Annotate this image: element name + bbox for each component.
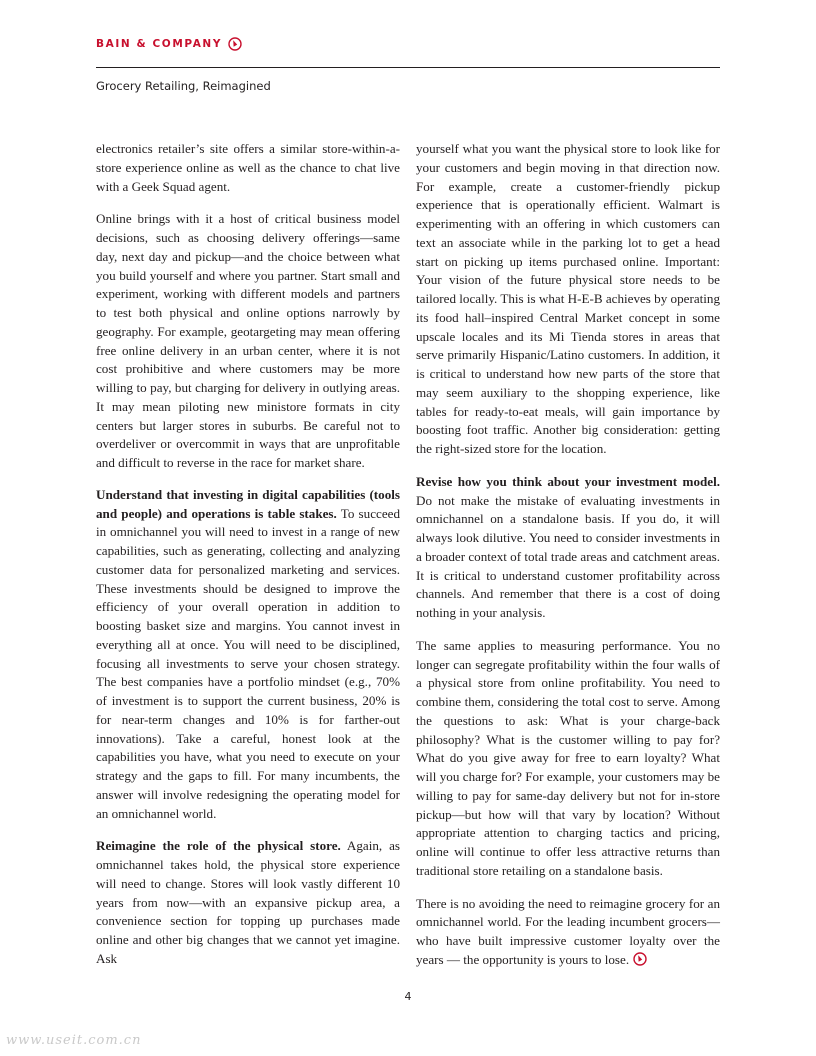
left-column xyxy=(96,140,400,983)
paragraph-lead: Reimagine the role of the physical store. xyxy=(96,838,341,854)
paragraph-lead: Understand that investing in digital capabilities (tools and people) and operations is table stakes. xyxy=(96,486,400,521)
brand-logo xyxy=(96,36,242,52)
document-title: Grocery Retailing, Reimagined xyxy=(96,79,271,93)
page-number: 4 xyxy=(404,990,412,1003)
paragraph-body: There is no avoiding the need to reimagine grocery for an omnichannel world. For the leading incumbent grocers—who have built impressive customer loyalty over the years — the opportunity is yours to lose. xyxy=(416,895,720,967)
paragraph-body: Do not make the mistake of evaluating investments in omnichannel on a standalone basis. If you do, it will always look dilutive. You need to consider investments in a broader context of total trade areas and catchment areas. It is critical to understand customer profitability across channels. And remember that there is a cost of doing nothing in your analysis. xyxy=(416,492,720,620)
paragraph-body: Again, as omnichannel takes hold, the physical store experience will need to change. Stores will look vastly different 10 years from now—with an expansive pickup area, a convenience section for topping up purchases made online and other big changes that we cannot yet imagine. Ask xyxy=(96,838,400,966)
paragraph xyxy=(96,486,400,824)
brand-name: BAIN & COMPANY xyxy=(96,38,223,50)
watermark: www.useit.com.cn xyxy=(6,1033,142,1048)
paragraph-body: To succeed in omnichannel you will need to invest in a range of new capabilities, such as generating, collecting and analyzing customer data for personalized marketing and services. These investments should be designed to improve the efficiency of your overall operation in addition to boosting basket size and margins. You cannot invest in everything all at once. You will need to be disciplined, focusing all investments to serve your chosen strategy. The best companies have a portfolio mindset (e.g., 70% of investment is to support the current business, 20% is for near-term changes and 10% is for farther-out innovations). Take a careful, honest look at the capabilities you have, what you need to execute on your strategy and the gaps to fill. For many incumbents, the answer will involve redesigning the operating model for an omnichannel world. xyxy=(96,505,400,821)
paragraph xyxy=(416,473,720,623)
paragraph: yourself what you want the physical store to look like for your customers and begin moving in that direction now. For example, create a customer-friendly pickup experience that is operationally efficient. Walmart is experimenting with an offering in which customers can text an associate while in the parking lot to get a head start on picking up items purchased online. Important: Your vision of the future physical store needs to be tailored locally. This is what H-E-B achieves by operating its food hall–inspired Central Market concept in some upscale locales and its Mi Tienda stores in areas that serve primarily Hispanic/Latino customers. In addition, it is critical to understand how new parts of the store that may seem auxiliary to the shopping experience, like tables for ready-to-eat meals, will gain importance by boosting foot traffic. Another big consideration: getting the right-sized store for the location. xyxy=(416,141,720,456)
paragraph xyxy=(416,895,720,970)
paragraph: electronics retailer’s site offers a similar store-within-a-store experience online as well as the chance to chat live with a Geek Squad agent. xyxy=(96,141,400,194)
bain-compass-icon xyxy=(228,37,242,51)
paragraph-lead: Revise how you think about your investment model. xyxy=(416,473,720,489)
paragraph: The same applies to measuring performance. You no longer can segregate profitability within the four walls of a physical store from online profitability. You need to combine them, considering the total cost to serve. Among the questions to ask: What is your charge-back philosophy? What is the customer willing to pay for? What do you give away for free to earn loyalty? What will you charge for? For example, your customers may be willing to pay for same-day delivery but not for in-store pickup—but how will that vary by location? Without appropriate attention to charging tactics and pricing, online will continue to offer less attractive returns than traditional store retailing on a standalone basis. xyxy=(416,637,720,878)
right-column xyxy=(416,140,720,984)
paragraph xyxy=(96,837,400,968)
header-divider xyxy=(96,67,720,68)
end-mark-icon xyxy=(633,952,647,966)
paragraph: Online brings with it a host of critical business model decisions, such as choosing delivery offerings—same day, next day and pickup—and the choice between what you build yourself and where you partner. Start small and experiment, working with different models and partners to test both physical and online options narrowly by geography. For example, geotargeting may mean offering free online delivery in an urban center, where it is not cost prohibitive and where customers may be more willing to pay, but charging for delivery in outlying areas. It may mean piloting new ministore formats in city centers but larger stores in suburbs. Be careful not to overdeliver or overcommit in ways that are unprofitable and difficult to reverse in the race for market share. xyxy=(96,211,400,470)
